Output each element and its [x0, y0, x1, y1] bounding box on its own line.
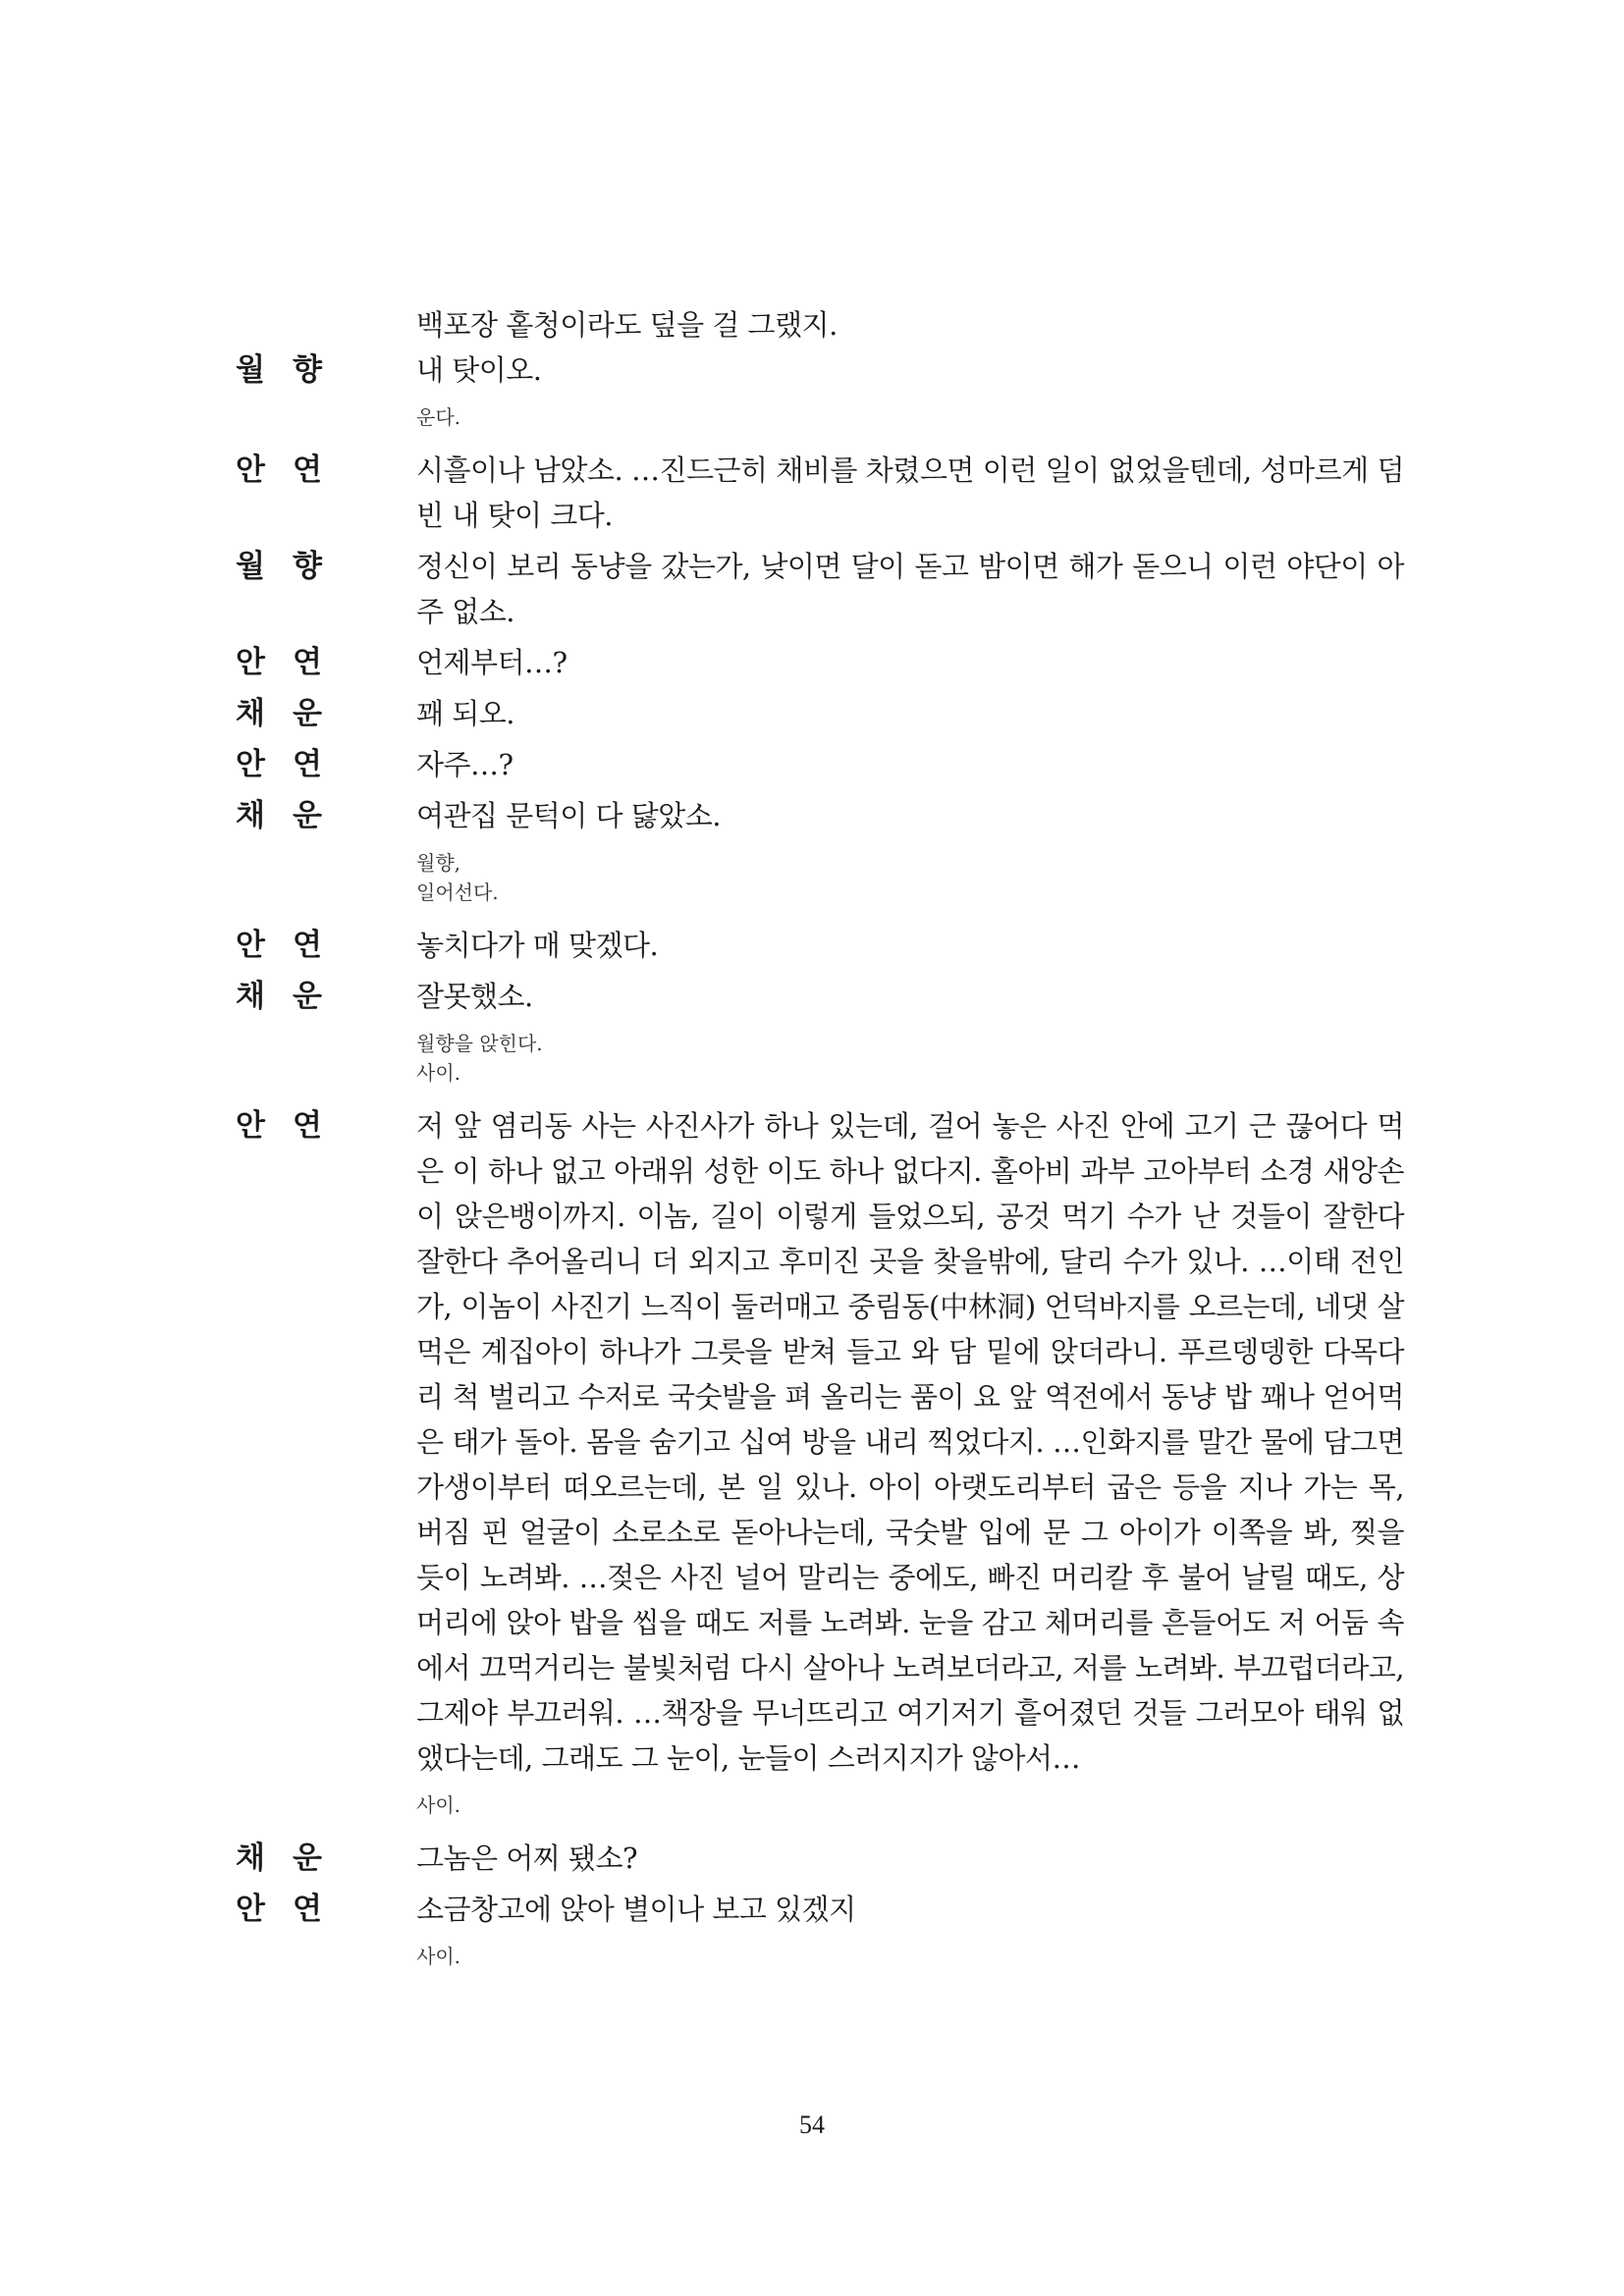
dialogue-row: [236, 742, 1404, 787]
dialogue-text: 정신이 보리 동냥을 갔는가, 낮이면 달이 돋고 밤이면 해가 돋으니 이런 야단이 아주 없소.: [416, 550, 1404, 628]
dialogue-row: [236, 1836, 1404, 1881]
dialogue-text: 시흘이나 남았소. …진드근히 채비를 차렸으면 이런 일이 없었을텐데, 성마르게 덤빈 내 탓이 크다.: [416, 454, 1404, 532]
dialogue-continuation: [236, 302, 1404, 347]
stage-direction-line: 운다.: [416, 405, 460, 429]
dialogue-row: [236, 793, 1404, 838]
dialogue-row: [236, 448, 1404, 538]
dialogue-text: 꽤 되오.: [416, 697, 514, 730]
script-body: [236, 302, 1404, 1987]
speaker-name: 채운: [236, 1841, 350, 1876]
stage-direction-line: 사이.: [416, 1793, 460, 1817]
speaker-name: 안연: [236, 1108, 350, 1144]
stage-direction: [236, 1942, 1404, 1971]
speaker-name: 안연: [236, 747, 350, 782]
stage-direction: [236, 402, 1404, 432]
stage-direction-line: 일어선다.: [416, 881, 499, 904]
stage-direction: [236, 1790, 1404, 1820]
dialogue-text: 언제부터…?: [416, 646, 568, 679]
dialogue-text: 놓치다가 매 맞겠다.: [416, 929, 659, 962]
dialogue-row: [236, 923, 1404, 968]
stage-direction-line: 사이.: [416, 1945, 460, 1968]
dialogue-row: [236, 1887, 1404, 1932]
speaker-name: 안연: [236, 645, 350, 680]
dialogue-text: 그놈은 어찌 됐소?: [416, 1842, 638, 1875]
stage-direction-line: 월향,: [416, 851, 460, 875]
stage-direction: [236, 848, 1404, 907]
dialogue-row: [236, 1103, 1404, 1781]
dialogue-text: 저 앞 염리동 사는 사진사가 하나 있는데, 걸어 놓은 사진 안에 고기 근 끊어다 먹은 이 하나 없고 아래위 성한 이도 하나 없다지. 홀아비 과부 고아부터 소경 새앙손이 앉은뱅이까지. 이놈, 길이 이렇게 들었으되, 공것 먹기 수가 난 것들이 잘한다 잘한다 추어올리니 더 외지고 후미진 곳을 찾을밖에, 달리 수가 있나. …이태 전인가, 이놈이 사진기 느직이 둘러매고 중림동(中林洞) 언덕바지를 오르는데, 네댓 살 먹은 계집아이 하나가 그릇을 받쳐 들고 와 담 밑에 앉더라니. 푸르뎅뎅한 다목다리 척 벌리고 수저로 국숫발을 펴 올리는 품이 요 앞 역전에서 동냥 밥 꽤나 얻어먹은 태가 돌아. 몸을 숨기고 십여 방을 내리 찍었다지. …인화지를 말간 물에 담그면 가생이부터 떠오르는데, 본 일 있나. 아이 아랫도리부터 굽은 등을 지나 가는 목, 버짐 핀 얼굴이 소로소로 돋아나는데, 국숫발 입에 문 그 아이가 이쪽을 봐, 찢을 듯이 노려봐. …젖은 사진 널어 말리는 중에도, 빠진 머리칼 후 불어 날릴 때도, 상머리에 앉아 밥을 씹을 때도 저를 노려봐. 눈을 감고 체머리를 흔들어도 저 어둠 속에서 끄먹거리는 불빛처럼 다시 살아나 노려보더라고, 저를 노려봐. 부끄럽더라고, 그제야 부끄러워. …책장을 무너뜨리고 여기저기 흩어졌던 것들 그러모아 태워 없앴다는데, 그래도 그 눈이, 눈들이 스러지지가 않아서…: [416, 1109, 1404, 1775]
speaker-name: 채운: [236, 798, 350, 833]
stage-direction-line: 월향을 앉힌다.: [416, 1032, 543, 1055]
dialogue-text: 백포장 홑청이라도 덮을 걸 그랬지.: [416, 308, 838, 342]
speaker-name: 월향: [236, 352, 350, 388]
dialogue-row: [236, 347, 1404, 393]
speaker-name: 안연: [236, 1892, 350, 1927]
dialogue-text: 소금창고에 앉아 별이나 보고 있겠지: [416, 1893, 856, 1926]
speaker-name: 월향: [236, 549, 350, 584]
stage-direction: [236, 1029, 1404, 1088]
speaker-name: 채운: [236, 696, 350, 731]
dialogue-row: [236, 640, 1404, 685]
dialogue-row: [236, 691, 1404, 736]
dialogue-text: 내 탓이오.: [416, 353, 542, 387]
dialogue-text: 잘못했소.: [416, 980, 533, 1013]
stage-direction-line: 사이.: [416, 1061, 460, 1085]
speaker-name: 안연: [236, 928, 350, 963]
dialogue-text: 여관집 문턱이 다 닳았소.: [416, 799, 722, 832]
speaker-name: 채운: [236, 979, 350, 1014]
dialogue-text: 자주…?: [416, 748, 514, 781]
speaker-name: 안연: [236, 453, 350, 488]
dialogue-row: [236, 974, 1404, 1019]
dialogue-row: [236, 544, 1404, 634]
page-number: 54: [799, 2110, 825, 2139]
